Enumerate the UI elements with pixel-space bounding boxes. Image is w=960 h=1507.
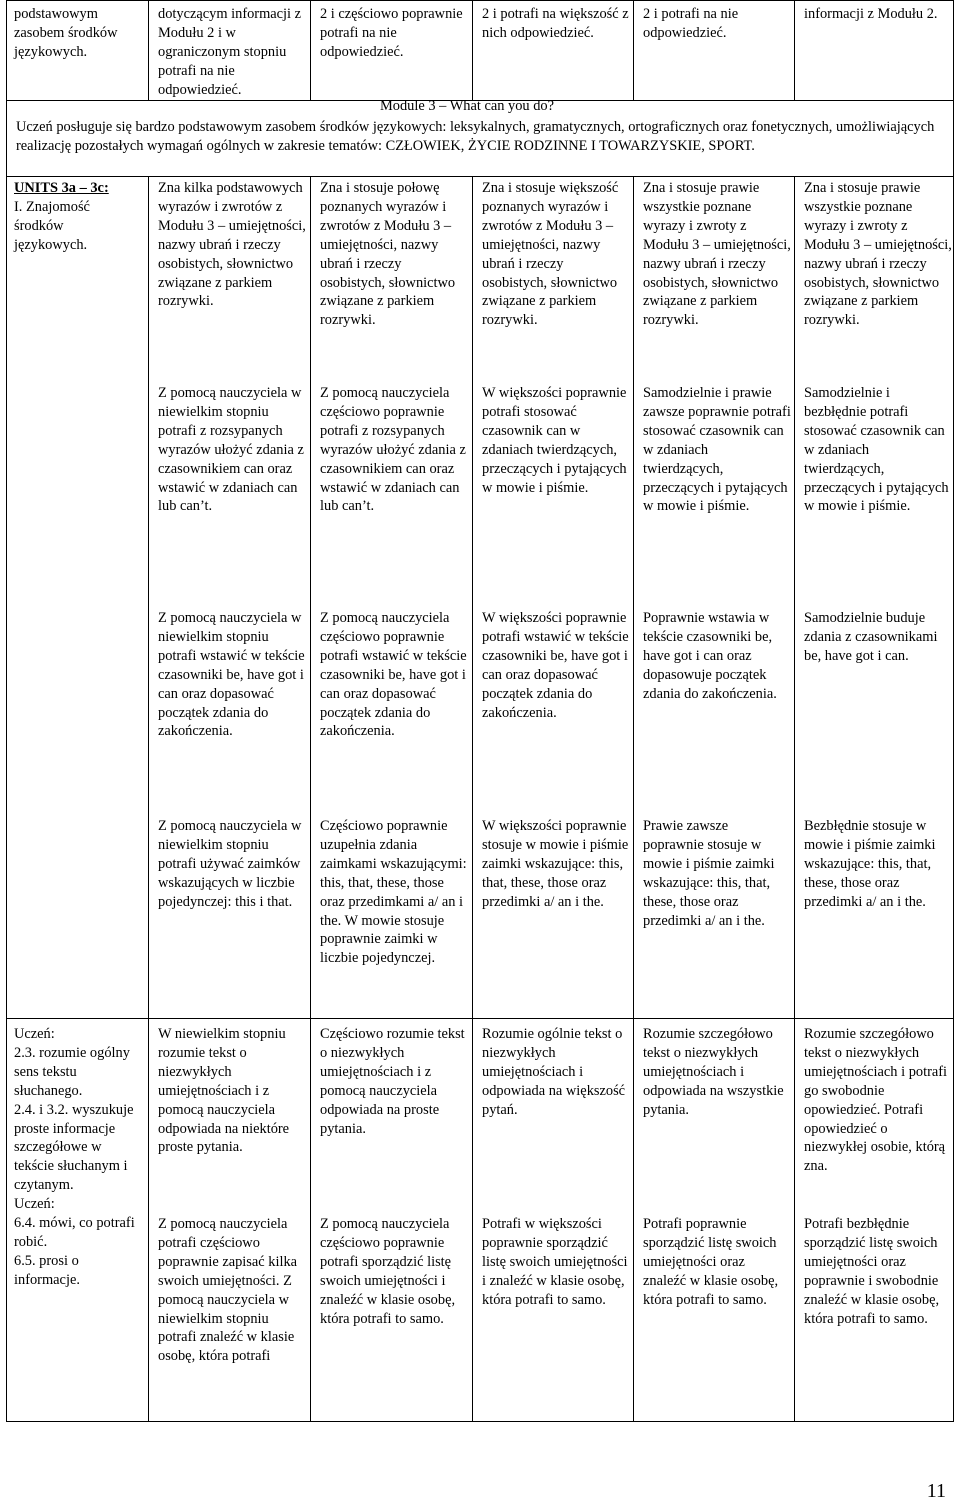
section1-cell: Z pomocą nauczyciela w niewielkim stopniu potrafi używać zaimków wskazujących w liczbie pojedynczej: this i that. xyxy=(158,818,302,910)
section1-cell: Bezbłędnie stosuje w mowie i piśmie zaimki wskazujące: this, that, these, those oraz przedimki a/ an i the. xyxy=(804,818,936,910)
section1-cell: Zna i stosuje prawie wszystkie poznane wyrazy i zwroty z Modułu 3 – umiejętności, nazwy ubrań i rzeczy osobistych, słownictwo związane z parkiem rozrywki. xyxy=(643,180,791,329)
col-divider xyxy=(472,176,473,1422)
section1-cell: W większości poprawnie potrafi stosować czasownik can w zdaniach twierdzących, przeczących i pytających w mowie i piśmie. xyxy=(482,385,627,496)
section1-cell: W większości poprawnie stosuje w mowie i piśmie zaimki wskazujące: this, that, these, those oraz przedimki a/ an i the. xyxy=(482,818,629,910)
units-label: UNITS 3a – 3c: xyxy=(14,180,109,196)
section1-cell: Zna i stosuje prawie wszystkie poznane wyrazy i zwroty z Modułu 3 – umiejętności, nazwy ubrań i rzeczy osobistych, słownictwo związane z parkiem rozrywki. xyxy=(804,180,952,329)
section1-cell: Prawie zawsze poprawnie stosuje w mowie i piśmie zaimki wskazujące: this, that, these, those oraz przedimki a/ an i the. xyxy=(643,818,775,929)
section2-cell: Z pomocą nauczyciela częściowo poprawnie potrafi sporządzić listę swoich umiejętności i znaleźć w klasie osobę, która potrafi to samo. xyxy=(320,1216,456,1327)
section1-cell: Samodzielnie i prawie zawsze poprawnie potrafi stosować czasownik can w zdaniach twierdzących, przeczących i pytających w mowie i piśmie. xyxy=(643,385,791,515)
section1-cell: Z pomocą nauczyciela w niewielkim stopniu potrafi z rozsypanych wyrazów ułożyć zdania z czasownikiem can oraz wstawić w zdaniach can lub can’t. xyxy=(158,385,304,515)
section2-cell: Rozumie szczegółowo tekst o niezwykłych umiejętnościach i potrafi go swobodnie opowiedzieć. Potrafi opowiedzieć o niezwykłej osobie, którą zna. xyxy=(804,1026,948,1175)
section2-cell: Rozumie ogólnie tekst o niezwykłych umiejętnościach i odpowiada na większość pytań. xyxy=(482,1026,626,1118)
section2-cell: Potrafi bezbłędnie sporządzić listę swoich umiejętności oraz poprawnie i swobodnie znaleźć w klasie osobę, która potrafi to samo. xyxy=(804,1216,940,1327)
section1-left-label: I. Znajomość środków językowych. xyxy=(14,199,90,253)
section1-cell: Samodzielnie buduje zdania z czasownikami be, have got i can. xyxy=(804,610,938,664)
top-cell-6: informacji z Modułu 2. xyxy=(804,6,938,22)
section2-cell: Częściowo rozumie tekst o niezwykłych umiejętnościach i z pomocą nauczyciela odpowiada na proste pytania. xyxy=(320,1026,465,1137)
col-divider xyxy=(310,0,311,100)
col-divider xyxy=(472,0,473,100)
section1-cell: Zna kilka podstawowych wyrazów i zwrotów z Modułu 3 – umiejętności, nazwy ubrań i rzeczy osobistych, słownictwo związane z parkiem rozrywki. xyxy=(158,180,306,310)
intro-paragraph: Uczeń posługuje się bardzo podstawowym zasobem środków językowych: leksykalnych, gramatycznych, ortograficznych oraz fonetycznych, umożliwiających realizację pozostałych wymagań ogólnych w zakresie tematów: CZŁOWIEK, ŻYCIE RODZINNE I TOWARZYSKIE, SPORT. xyxy=(16,119,935,154)
section1-cell: W większości poprawnie potrafi wstawić w tekście czasowniki be, have got i can oraz dopasować początek zdania do zakończenia. xyxy=(482,610,629,721)
section2-cell: W niewielkim stopniu rozumie tekst o niezwykłych umiejętnościach i z pomocą nauczyciela odpowiada na niektóre proste pytania. xyxy=(158,1026,290,1156)
module-heading: Module 3 – What can you do? xyxy=(380,98,554,114)
top-cell-2: dotyczącym informacji z Modułu 2 i w ograniczonym stopniu potrafi na nie odpowiedzieć. xyxy=(158,6,302,98)
col-divider xyxy=(148,176,149,1422)
section1-cell: Z pomocą nauczyciela częściowo poprawnie potrafi wstawić w tekście czasowniki be, have got i can oraz dopasować początek zdania do zakończenia. xyxy=(320,610,467,740)
section1-cell: Zna i stosuje większość poznanych wyrazów i zwrotów z Modułu 3 – umiejętności, nazwy ubrań i rzeczy osobistych, słownictwo związane z parkiem rozrywki. xyxy=(482,180,619,329)
col-divider xyxy=(794,176,795,1422)
section2-left-label: Uczeń: 2.3. rozumie ogólny sens tekstu słuchanego. 2.4. i 3.2. wyszukuje proste informacje szczegółowe w tekście słuchanym i czytanym. Uczeń: 6.4. mówi, co potrafi robić. 6.5. prosi o informacje. xyxy=(14,1026,135,1288)
top-cell-4: 2 i potrafi na większość z nich odpowiedzieć. xyxy=(482,6,629,41)
col-divider xyxy=(148,0,149,100)
section1-cell: Poprawnie wstawia w tekście czasowniki be, have got i can oraz dopasowuje początek zdania do zakończenia. xyxy=(643,610,777,702)
section1-cell: Z pomocą nauczyciela częściowo poprawnie potrafi z rozsypanych wyrazów ułożyć zdania z czasownikiem can oraz wstawić w zdaniach can lub can’t. xyxy=(320,385,466,515)
col-divider xyxy=(310,176,311,1422)
section1-cell: Samodzielnie i bezbłędnie potrafi stosować czasownik can w zdaniach twierdzących, przeczących i pytających w mowie i piśmie. xyxy=(804,385,949,515)
col-divider xyxy=(633,0,634,100)
col-divider xyxy=(794,0,795,100)
section1-cell: Zna i stosuje połowę poznanych wyrazów i zwrotów z Modułu 3 – umiejętności, nazwy ubrań i rzeczy osobistych, słownictwo związane z parkiem rozrywki. xyxy=(320,180,456,329)
section2-cell: Potrafi w większości poprawnie sporządzić listę swoich umiejętności i znaleźć w klasie osobę, która potrafi to samo. xyxy=(482,1216,628,1308)
section2-cell: Rozumie szczegółowo tekst o niezwykłych umiejętnościach i odpowiada na wszystkie pytania. xyxy=(643,1026,784,1118)
top-cell-5: 2 i potrafi na nie odpowiedzieć. xyxy=(643,6,739,41)
section1-cell: Częściowo poprawnie uzupełnia zdania zaimkami wskazującymi: this, that, these, those oraz przedimkami a/ an i the. W mowie stosuje poprawnie zaimki w liczbie pojedynczej. xyxy=(320,818,467,967)
section2-cell: Potrafi poprawnie sporządzić listę swoich umiejętności oraz znaleźć w klasie osobę, która potrafi to samo. xyxy=(643,1216,779,1308)
page-number: 11 xyxy=(926,1480,946,1502)
section1-cell: Z pomocą nauczyciela w niewielkim stopniu potrafi wstawić w tekście czasowniki be, have got i can oraz dopasować początek zdania do zakończenia. xyxy=(158,610,305,740)
top-cell-3: 2 i częściowo poprawnie potrafi na nie odpowiedzieć. xyxy=(320,6,463,60)
top-cell-1: podstawowym zasobem środków językowych. xyxy=(14,6,118,60)
col-divider xyxy=(633,176,634,1422)
section2-cell: Z pomocą nauczyciela potrafi częściowo poprawnie zapisać kilka swoich umiejętności. Z pomocą nauczyciela w niewielkim stopniu potrafi znaleźć w klasie osobę, która potrafi xyxy=(158,1216,298,1365)
